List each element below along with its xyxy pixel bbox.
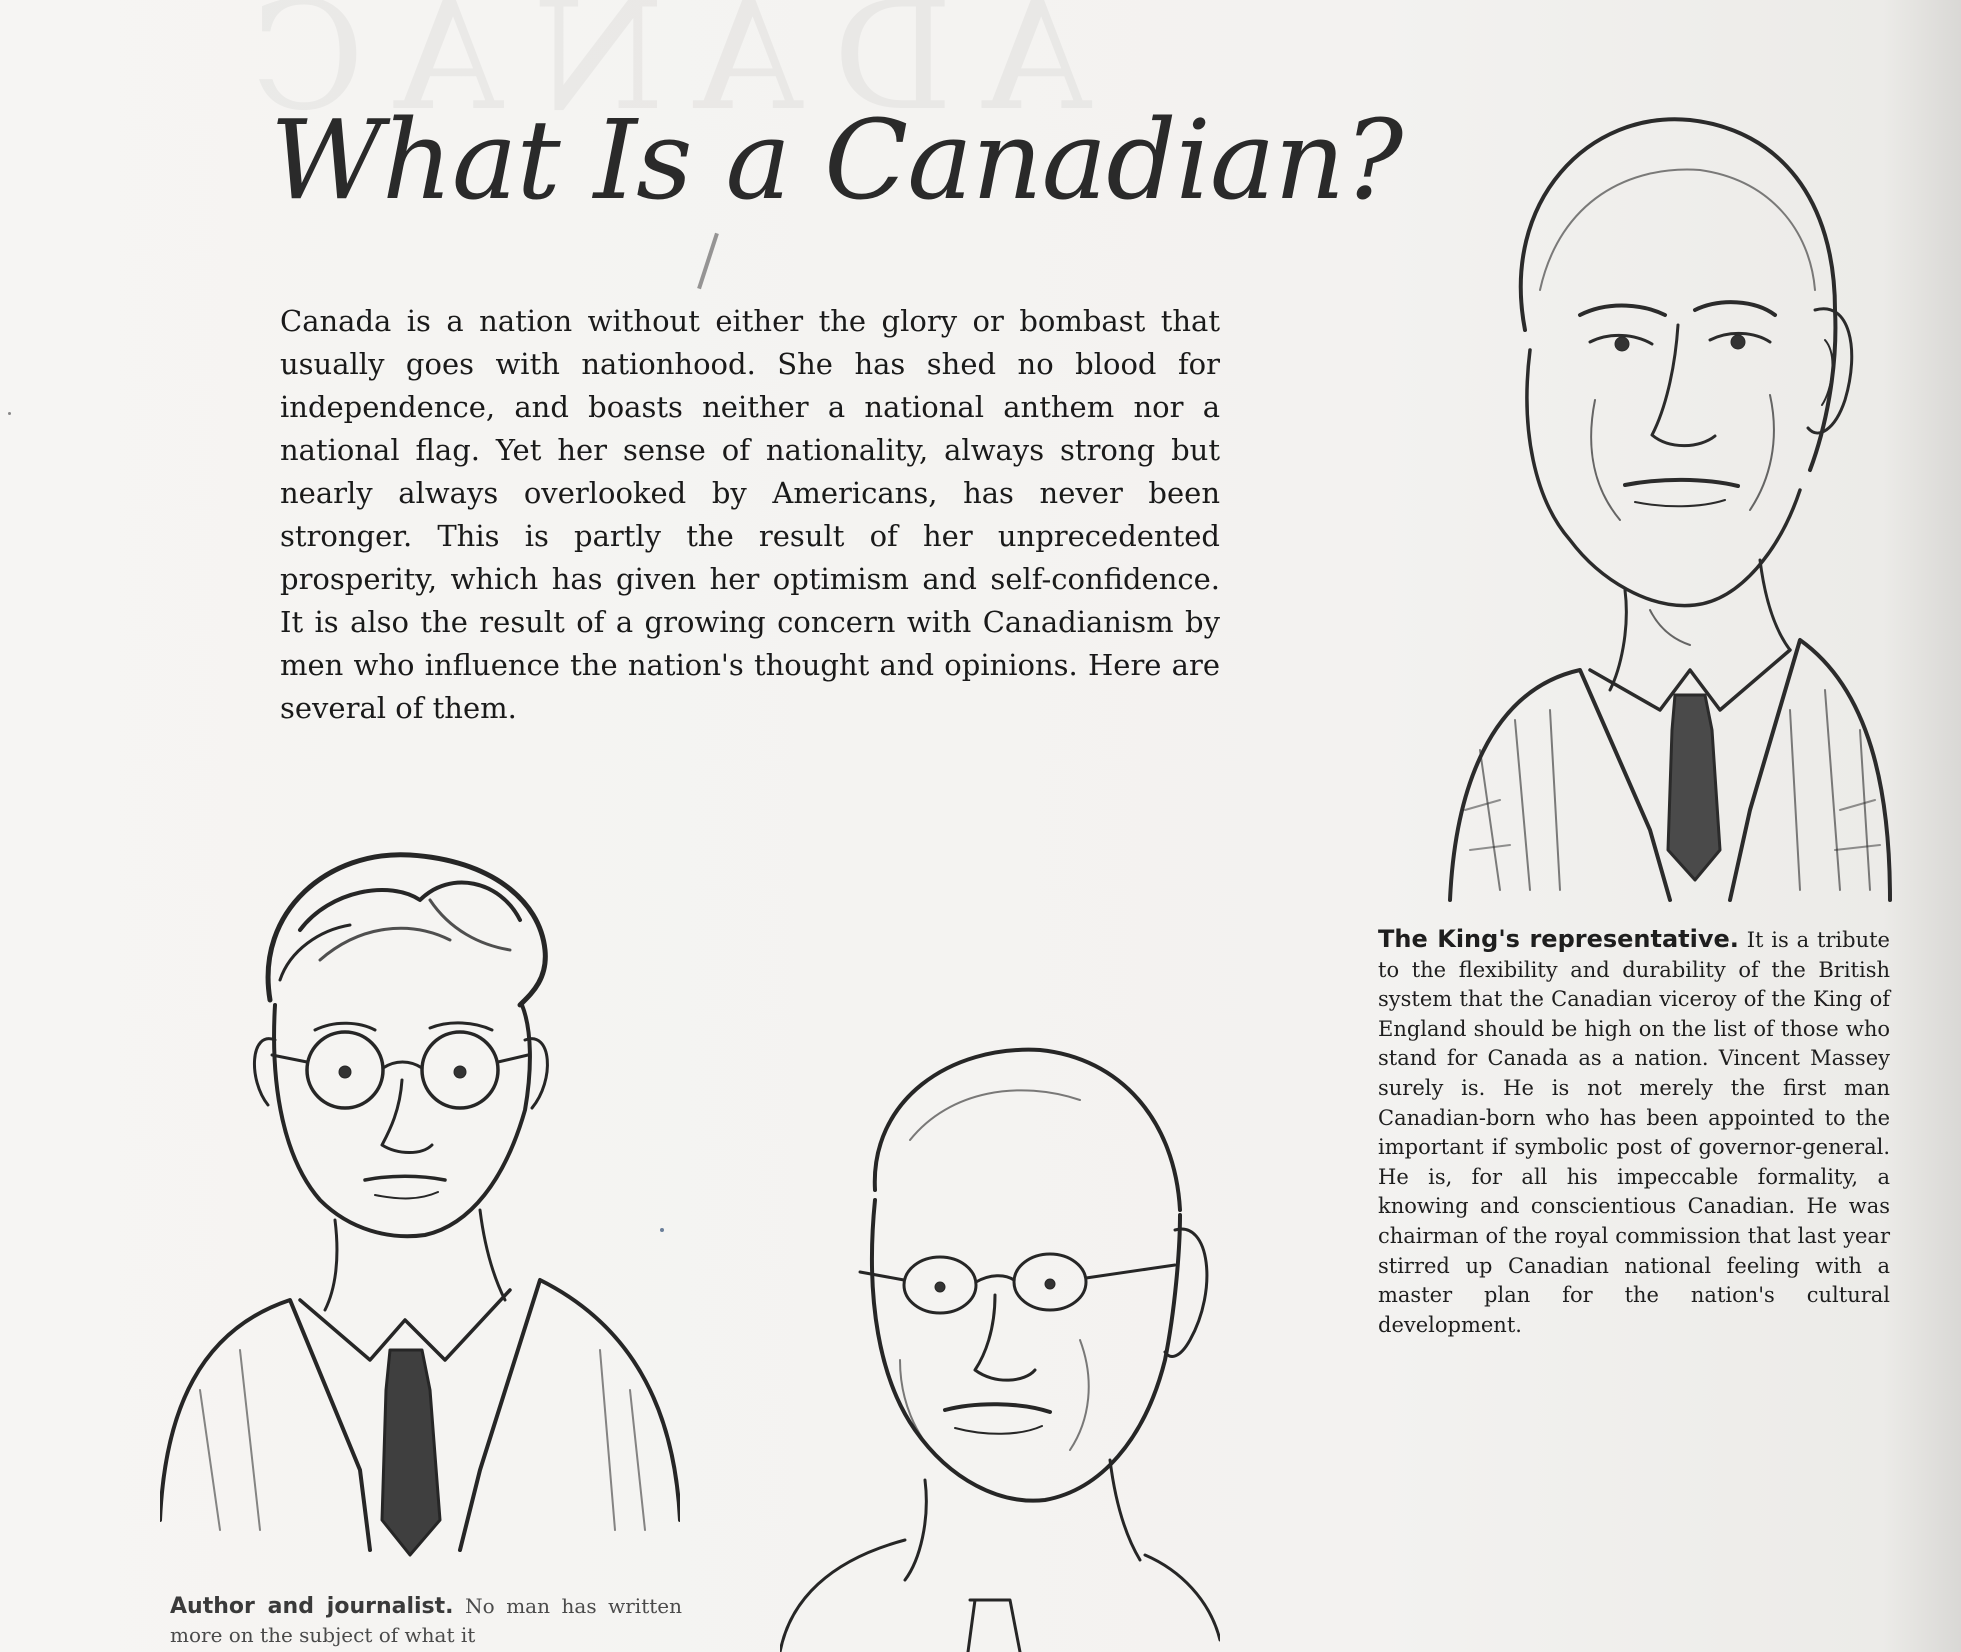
caption-king-representative [1378, 925, 1890, 1340]
caption-king-representative-lead: The King's representative. [1378, 925, 1739, 953]
article-title: What Is a Canadian? [270, 96, 1403, 224]
caption-author-journalist-lead: Author and journalist. [170, 1594, 454, 1619]
portrait-sketch-third-figure [780, 1040, 1220, 1652]
portrait-sketch-king-representative [1420, 110, 1900, 910]
intro-paragraph: Canada is a nation without either the glory or bombast that usually goes with nationhood. She has shed no blood for independence, and boasts neither a national anthem nor a national flag. Yet her sense of nationality, always strong but nearly always overlooked by Americans, has never been stronger. This is partly the result of her unprecedented prosperity, which has given her optimism and self-confidence. It is also the result of a growing concern with Canadianism by men who influence the nation's thought and opinions. Here are several of them. [280, 304, 1220, 725]
ink-fleck [8, 412, 11, 415]
caption-author-journalist [170, 1592, 682, 1650]
pencil-mark [697, 233, 719, 289]
ink-fleck [660, 1228, 664, 1232]
portrait-sketch-author-journalist [160, 830, 680, 1570]
caption-author-journalist-body: No man has written more on the subject of what it [170, 1594, 682, 1647]
caption-king-representative-body: It is a tribute to the flexibility and durability of the British system that the Canadian viceroy of the King of England should be high on the list of those who stand for Canada as a nation. Vincent Massey surely is. He is not merely the first man Canadian-born who has been appointed to the important if symbolic post of governor-general. He is, for all his impeccable formality, a knowing and conscientious Canadian. He was chairman of the royal commission that last year stirred up Canadian national feeling with a master plan for the nation's cultural development. [1378, 928, 1890, 1337]
